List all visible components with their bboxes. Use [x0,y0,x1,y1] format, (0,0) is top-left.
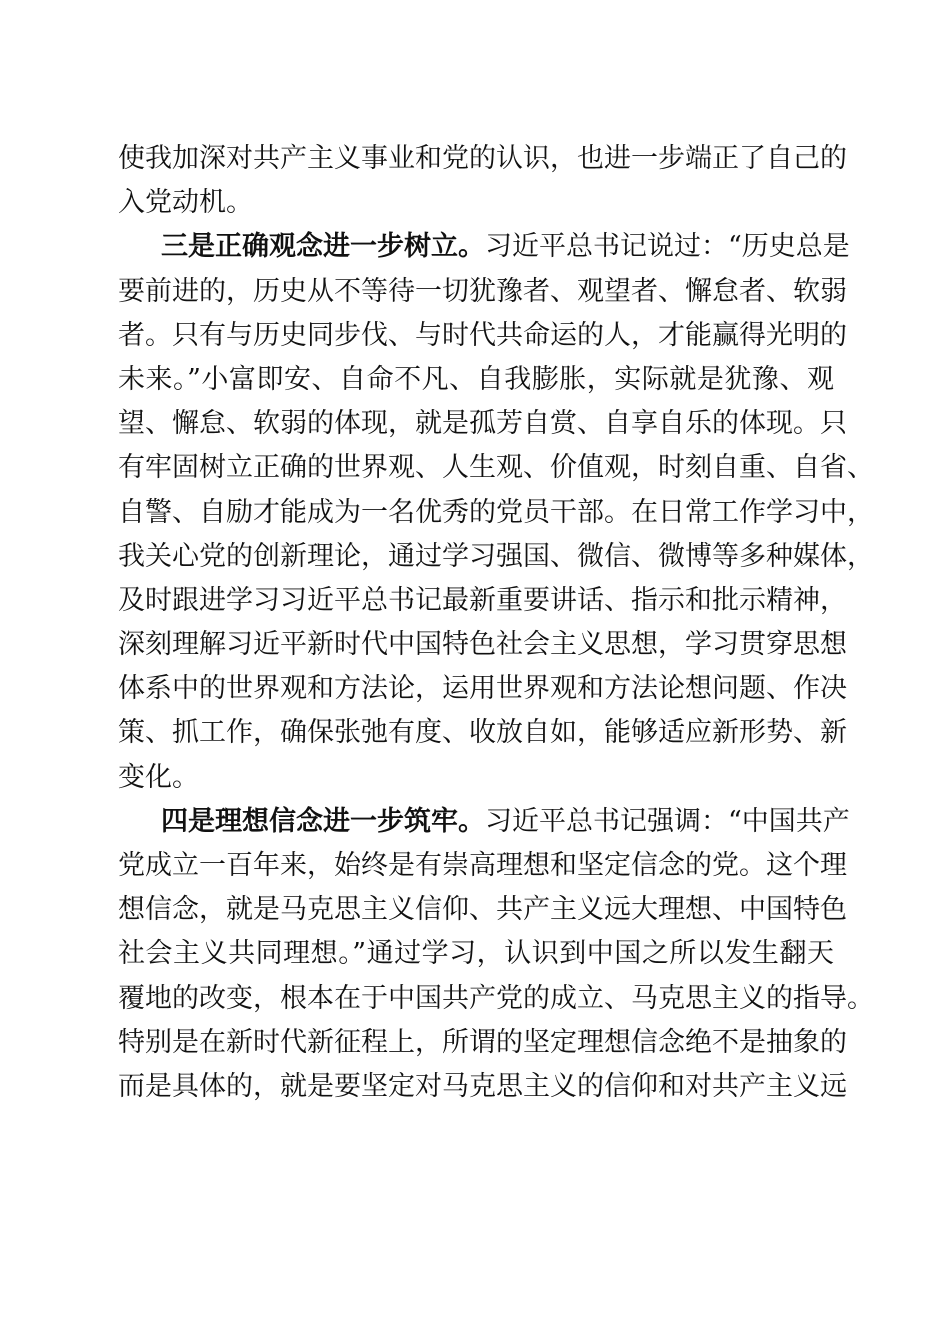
paragraph-3-line-6: 特别是在新时代新征程上，所谓的坚定理想信念绝不是抽象的 [118,1026,847,1058]
paragraph-3-line-3: 想信念，就是马克思主义信仰、共产主义远大理想、中国特色 [118,894,847,926]
paragraph-2-line-11: 体系中的世界观和方法论，运用世界观和方法论想问题、作决 [118,673,847,705]
paragraph-2-line-13: 变化。 [118,761,199,793]
paragraph-3-line-1 [118,800,850,844]
paragraph-2-first-line-text: 习近平总书记说过：“历史总是 [485,231,850,263]
paragraph-3-line-4: 社会主义共同理想。”通过学习，认识到中国之所以发生翻天 [118,938,834,970]
paragraph-2-line-1 [118,225,850,269]
paragraph-3-first-line-text: 习近平总书记强调：“中国共产 [485,805,850,837]
paragraph-2-heading: 三是正确观念进一步树立。 [161,231,485,263]
paragraph-1-line-2: 入党动机。 [118,187,253,219]
paragraph-2-line-2: 要前进的，历史从不等待一切犹豫者、观望者、懈怠者、软弱 [118,275,847,307]
paragraph-2-line-12: 策、抓工作，确保张弛有度、收放自如，能够适应新形势、新 [118,717,847,749]
document-body [118,137,874,1109]
paragraph-1-line-1: 使我加深对共产主义事业和党的认识，也进一步端正了自己的 [118,143,847,174]
paragraph-2-line-9: 及时跟进学习习近平总书记最新重要讲话、指示和批示精神， [118,584,847,616]
paragraph-2-line-4: 未来。”小富即安、自命不凡、自我膨胀，实际就是犹豫、观 [118,363,834,395]
paragraph-2-line-10: 深刻理解习近平新时代中国特色社会主义思想，学习贯穿思想 [118,629,847,661]
paragraph-2-line-3: 者。只有与历史同步伐、与时代共命运的人，才能赢得光明的 [118,319,847,351]
paragraph-3-line-5: 覆地的改变，根本在于中国共产党的成立、马克思主义的指导。 [118,982,874,1014]
paragraph-3-line-2: 党成立一百年来，始终是有崇高理想和坚定信念的党。这个理 [118,850,847,881]
paragraph-2-line-5: 望、懈怠、软弱的体现，就是孤芳自赏、自享自乐的体现。只 [118,408,847,440]
paragraph-3-heading: 四是理想信念进一步筑牢。 [161,805,485,837]
paragraph-2-line-7: 自警、自励才能成为一名优秀的党员干部。在日常工作学习中， [118,496,874,528]
paragraph-2-line-6: 有牢固树立正确的世界观、人生观、价值观，时刻自重、自省、 [118,452,874,484]
paragraph-3-line-7: 而是具体的，就是要坚定对马克思主义的信仰和对共产主义远 [118,1070,847,1102]
paragraph-2-line-8: 我关心党的创新理论，通过学习强国、微信、微博等多种媒体， [118,540,874,572]
